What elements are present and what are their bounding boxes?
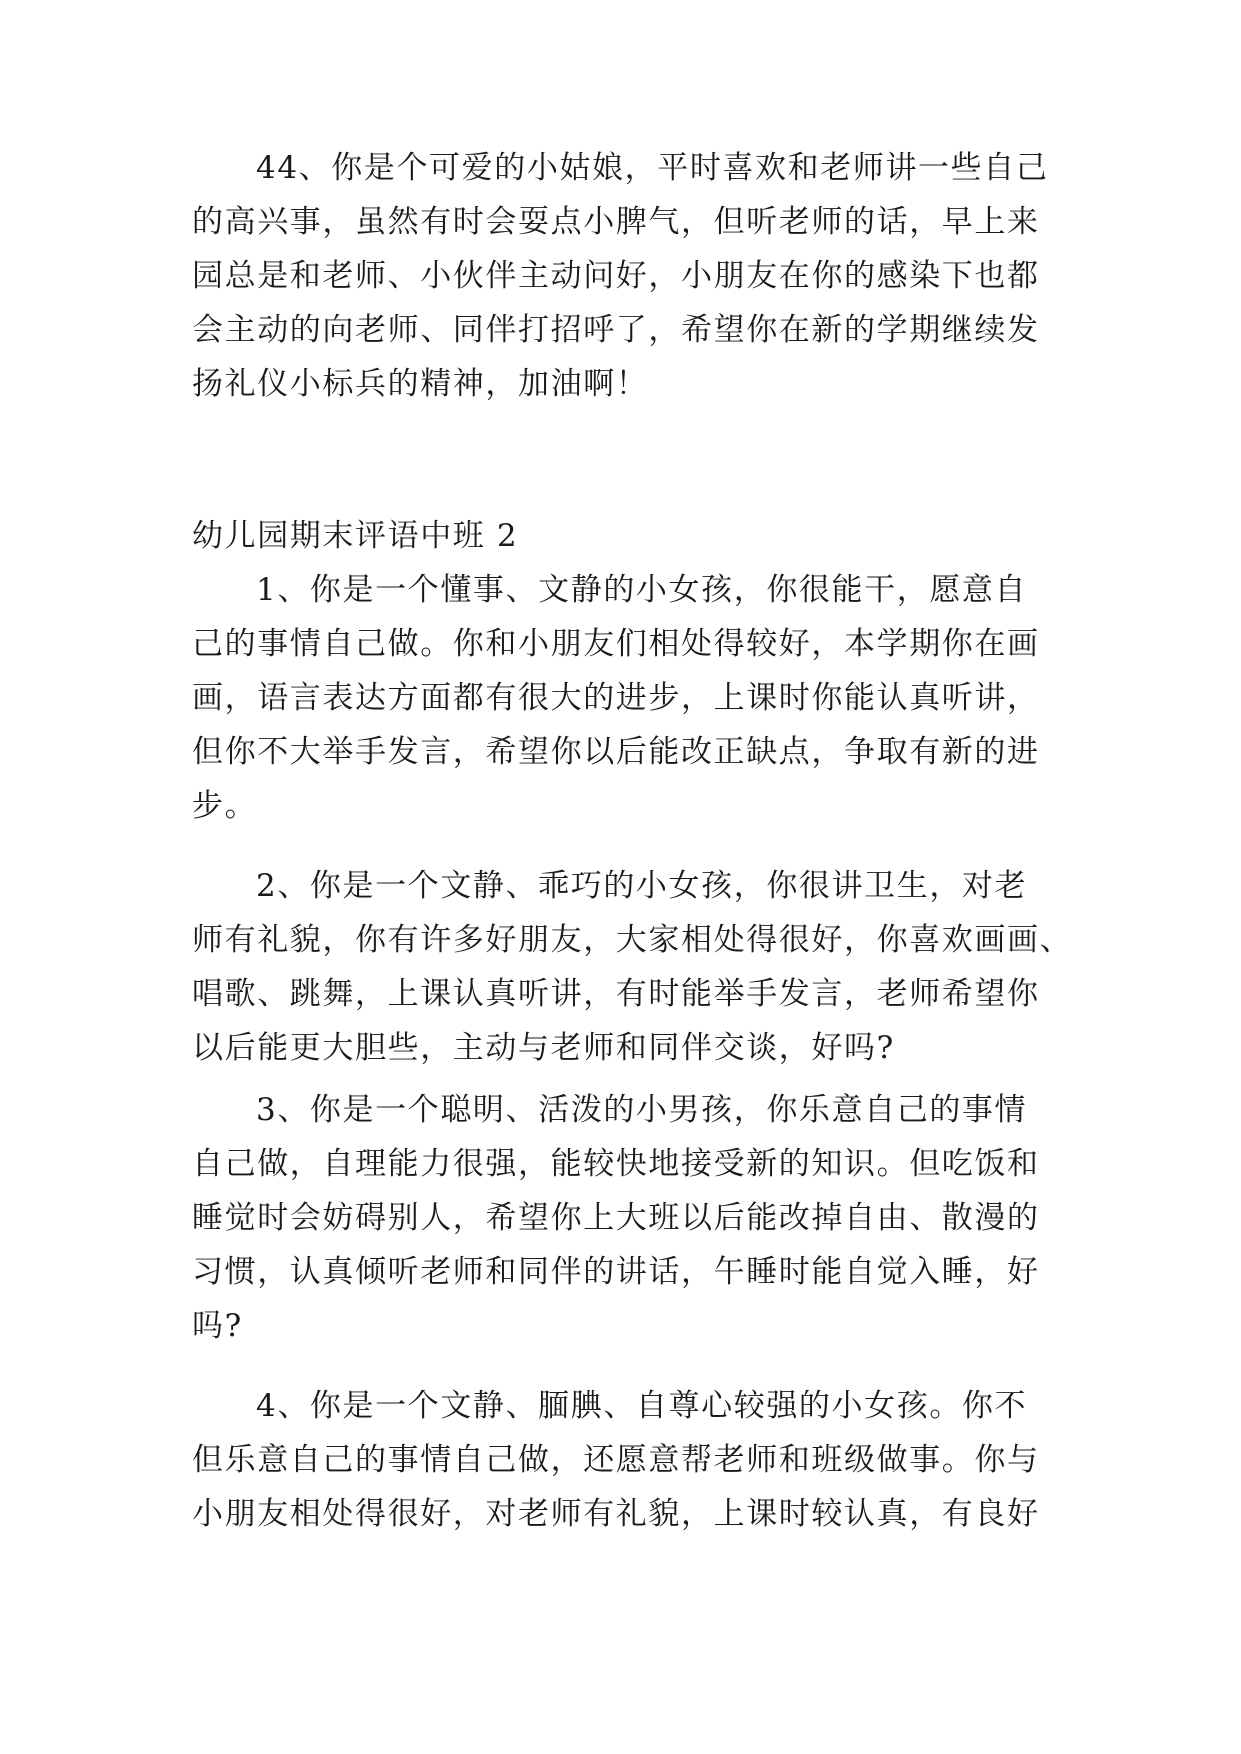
paragraph-1-line-4: 但你不大举手发言，希望你以后能改正缺点，争取有新的进	[192, 734, 1040, 770]
paragraph-3-line-2: 自己做，自理能力很强，能较快地接受新的知识。但吃饭和	[192, 1146, 1040, 1182]
paragraph-3-line-1: 3、你是一个聪明、活泼的小男孩，你乐意自己的事情	[256, 1092, 1028, 1128]
paragraph-1-line-1: 1、你是一个懂事、文静的小女孩，你很能干，愿意自	[256, 572, 1028, 608]
paragraph-3-line-3: 睡觉时会妨碍别人，希望你上大班以后能改掉自由、散漫的	[192, 1200, 1040, 1236]
paragraph-44-line-3: 园总是和老师、小伙伴主动问好，小朋友在你的感染下也都	[192, 258, 1040, 294]
paragraph-2-line-4: 以后能更大胆些，主动与老师和同伴交谈，好吗?	[192, 1030, 895, 1066]
paragraph-44-line-5: 扬礼仪小标兵的精神，加油啊！	[192, 366, 649, 402]
paragraph-44-line-1: 44、你是个可爱的小姑娘，平时喜欢和老师讲一些自己	[256, 150, 1049, 186]
paragraph-2-line-1: 2、你是一个文静、乖巧的小女孩，你很讲卫生，对老	[256, 868, 1028, 904]
paragraph-1-line-2: 己的事情自己做。你和小朋友们相处得较好，本学期你在画	[192, 626, 1040, 662]
section-title: 幼儿园期末评语中班 2	[192, 518, 519, 554]
paragraph-4-line-3: 小朋友相处得很好，对老师有礼貌，上课时较认真，有良好	[192, 1496, 1040, 1532]
paragraph-4-line-1: 4、你是一个文静、腼腆、自尊心较强的小女孩。你不	[256, 1388, 1028, 1424]
paragraph-44-line-2: 的高兴事，虽然有时会耍点小脾气，但听老师的话，早上来	[192, 204, 1040, 240]
paragraph-3-line-5: 吗?	[192, 1308, 243, 1344]
paragraph-1-line-5: 步。	[192, 788, 258, 824]
paragraph-44-line-4: 会主动的向老师、同伴打招呼了，希望你在新的学期继续发	[192, 312, 1040, 348]
paragraph-1-line-3: 画，语言表达方面都有很大的进步，上课时你能认真听讲，	[192, 680, 1040, 716]
paragraph-4-line-2: 但乐意自己的事情自己做，还愿意帮老师和班级做事。你与	[192, 1442, 1040, 1478]
paragraph-2-line-2: 师有礼貌，你有许多好朋友，大家相处得很好，你喜欢画画、	[192, 922, 1073, 958]
paragraph-3-line-4: 习惯，认真倾听老师和同伴的讲话，午睡时能自觉入睡，好	[192, 1254, 1040, 1290]
paragraph-2-line-3: 唱歌、跳舞，上课认真听讲，有时能举手发言，老师希望你	[192, 976, 1040, 1012]
